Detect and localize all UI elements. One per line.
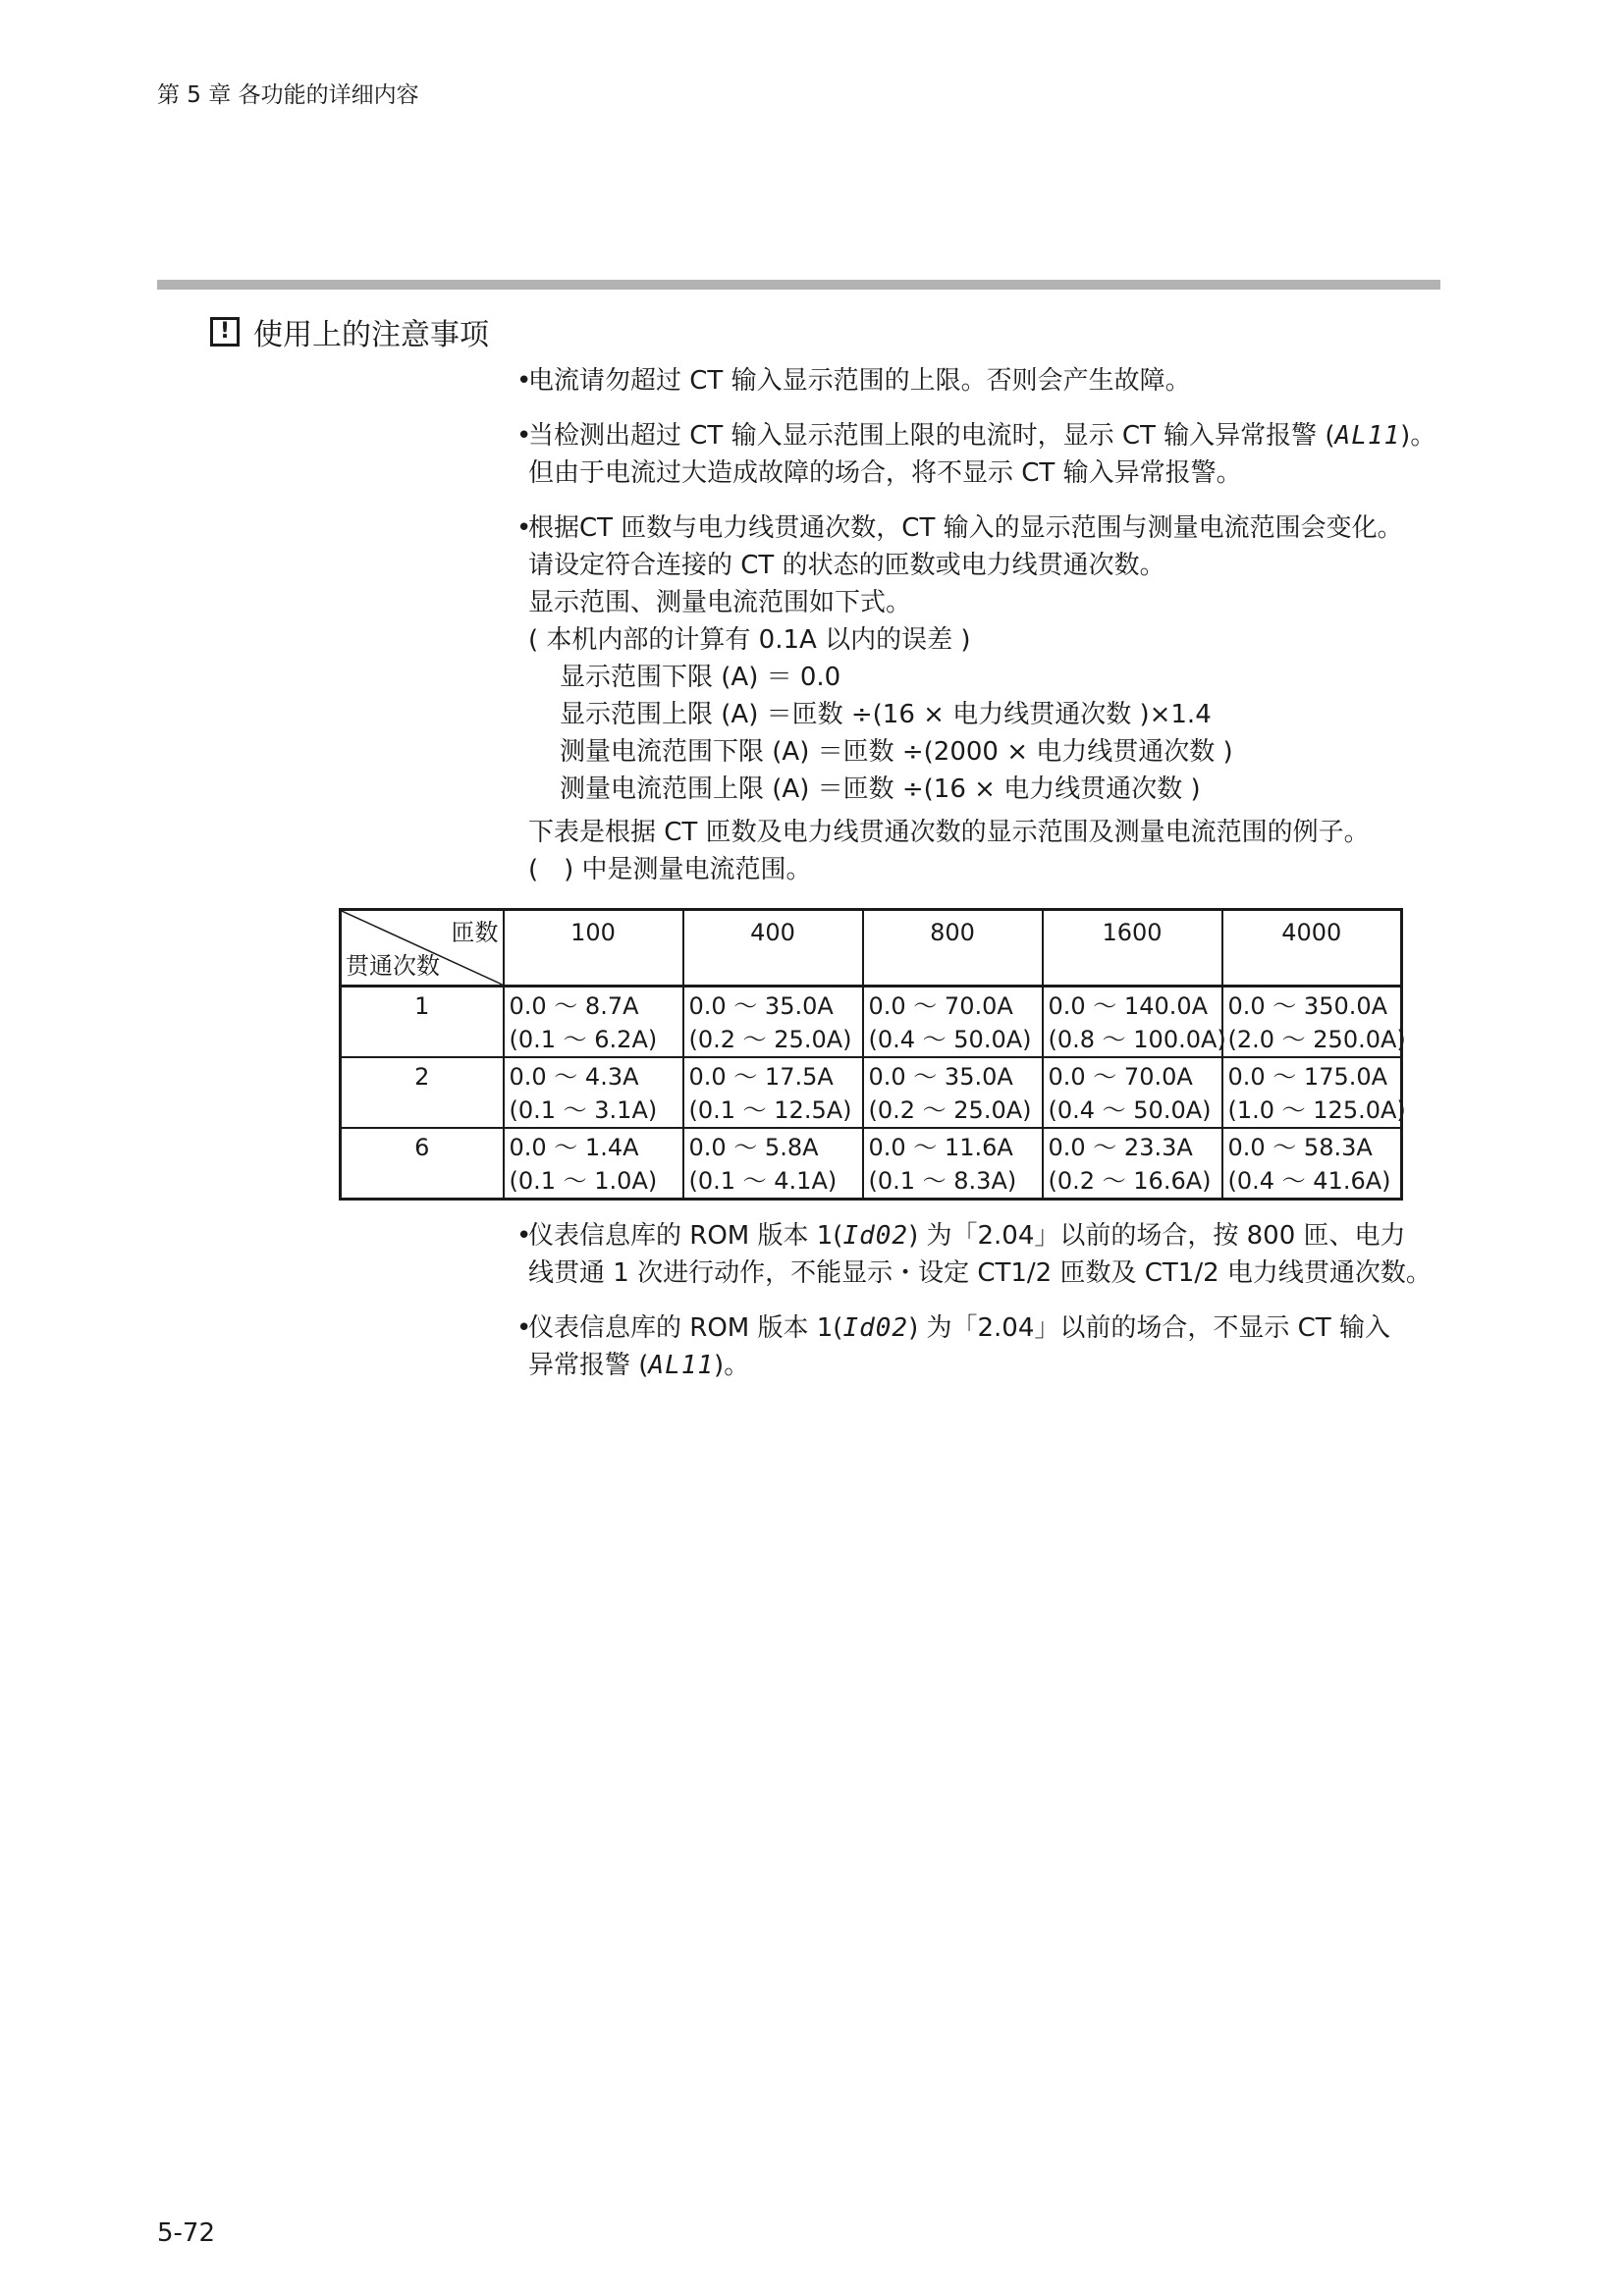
display-range: 0.0 ～ 23.3A bbox=[1048, 1134, 1193, 1161]
lcd-code-al11: AL11 bbox=[1334, 421, 1401, 451]
table-cell bbox=[683, 1057, 863, 1128]
note-item-3 bbox=[516, 509, 1449, 888]
table-cell bbox=[1043, 987, 1226, 1058]
column-header: 800 bbox=[863, 910, 1043, 987]
table-cell bbox=[504, 987, 683, 1058]
measure-range: (0.1 ～ 8.3A) bbox=[868, 1167, 1017, 1195]
note-text: 线贯通 1 次进行动作，不能显示・设定 CT1/2 匝数及 CT1/2 电力线贯通次数。 bbox=[528, 1258, 1432, 1288]
table-cell bbox=[683, 987, 863, 1058]
table-cell bbox=[863, 1128, 1043, 1200]
display-range: 0.0 ～ 70.0A bbox=[868, 992, 1013, 1020]
formula-measure-max: 测量电流范围上限 (A) ＝匝数 ÷(16 × 电力线贯通次数 ) bbox=[560, 774, 1201, 804]
caution-icon: ! bbox=[210, 317, 240, 347]
lcd-code-id02: Id02 bbox=[842, 1221, 909, 1251]
formula-measure-min: 测量电流范围下限 (A) ＝匝数 ÷(2000 × 电力线贯通次数 ) bbox=[560, 737, 1233, 767]
note-text: 根据CT 匝数与电力线贯通次数，CT 输入的显示范围与测量电流范围会变化。 bbox=[528, 513, 1403, 543]
display-range: 0.0 ～ 175.0A bbox=[1227, 1063, 1388, 1091]
table-cell bbox=[1222, 1128, 1402, 1200]
measure-range: (1.0 ～ 125.0A) bbox=[1227, 1096, 1406, 1124]
note-text: )。 bbox=[1400, 421, 1436, 451]
row-header: 1 bbox=[341, 987, 504, 1058]
display-range: 0.0 ～ 4.3A bbox=[509, 1063, 639, 1091]
ct-range-table bbox=[339, 908, 1406, 1201]
measure-range: (0.1 ～ 6.2A) bbox=[509, 1026, 658, 1053]
note-item-1 bbox=[516, 362, 1449, 400]
note-text: ( ) 中是测量电流范围。 bbox=[528, 855, 812, 884]
display-range: 0.0 ～ 58.3A bbox=[1227, 1134, 1373, 1161]
measure-range: (0.4 ～ 50.0A) bbox=[868, 1026, 1032, 1053]
lcd-code-al11: AL11 bbox=[648, 1351, 715, 1380]
measure-range: (0.2 ～ 25.0A) bbox=[868, 1096, 1032, 1124]
table-row bbox=[341, 987, 1402, 1058]
display-range: 0.0 ～ 350.0A bbox=[1227, 992, 1388, 1020]
bullet-dot: • bbox=[516, 1313, 532, 1343]
column-header: 100 bbox=[504, 910, 683, 987]
formula-display-min: 显示范围下限 (A) ＝ 0.0 bbox=[560, 663, 841, 692]
note-text: ) 为「2.04」以前的场合，不显示 CT 输入 bbox=[908, 1313, 1390, 1343]
measure-range: (0.4 ～ 41.6A) bbox=[1227, 1167, 1391, 1195]
measure-range: (0.1 ～ 3.1A) bbox=[509, 1096, 658, 1124]
table-cell bbox=[1222, 987, 1406, 1058]
bullet-dot: • bbox=[516, 513, 532, 543]
column-header: 1600 bbox=[1043, 910, 1222, 987]
note-text: 仪表信息库的 ROM 版本 1( bbox=[528, 1313, 843, 1343]
measure-range: (0.8 ～ 100.0A) bbox=[1048, 1026, 1226, 1053]
note-item-2 bbox=[516, 417, 1449, 492]
bullet-dot: • bbox=[516, 366, 532, 396]
column-header: 400 bbox=[683, 910, 863, 987]
display-range: 0.0 ～ 5.8A bbox=[688, 1134, 819, 1161]
chapter-header: 第 5 章 各功能的详细内容 bbox=[157, 82, 419, 108]
table-cell bbox=[504, 1128, 683, 1200]
bullet-dot: • bbox=[516, 421, 532, 451]
table-cell bbox=[1222, 1057, 1406, 1128]
note-text: ) 为「2.04」以前的场合，按 800 匝、电力 bbox=[908, 1221, 1406, 1251]
note-text: ( 本机内部的计算有 0.1A 以内的误差 ) bbox=[528, 625, 971, 655]
table-row bbox=[341, 1128, 1402, 1200]
measure-range: (0.4 ～ 50.0A) bbox=[1048, 1096, 1212, 1124]
table-cell bbox=[1043, 1128, 1222, 1200]
measure-range: (0.2 ～ 16.6A) bbox=[1048, 1167, 1212, 1195]
table-corner-cell bbox=[341, 910, 504, 987]
display-range: 0.0 ～ 70.0A bbox=[1048, 1063, 1193, 1091]
note-item-5 bbox=[516, 1309, 1449, 1384]
corner-label-passes: 贯通次数 bbox=[346, 952, 440, 980]
measure-range: (0.1 ～ 4.1A) bbox=[688, 1167, 838, 1195]
note-text: 显示范围、测量电流范围如下式。 bbox=[528, 588, 912, 617]
bullet-dot: • bbox=[516, 1221, 532, 1251]
lcd-code-id02: Id02 bbox=[842, 1313, 909, 1343]
note-item-4 bbox=[516, 1217, 1449, 1292]
row-header: 2 bbox=[341, 1057, 504, 1128]
table-cell bbox=[504, 1057, 683, 1128]
table-cell bbox=[683, 1128, 863, 1200]
note-text: )。 bbox=[714, 1351, 750, 1380]
table-cell bbox=[1043, 1057, 1222, 1128]
page-number: 5-72 bbox=[157, 2218, 216, 2248]
table-header-row bbox=[341, 910, 1402, 987]
display-range: 0.0 ～ 35.0A bbox=[868, 1063, 1013, 1091]
measure-range: (2.0 ～ 250.0A) bbox=[1227, 1026, 1406, 1053]
note-text: 但由于电流过大造成故障的场合，将不显示 CT 输入异常报警。 bbox=[528, 458, 1242, 488]
note-text: 电流请勿超过 CT 输入显示范围的上限。否则会产生故障。 bbox=[528, 366, 1191, 396]
display-range: 0.0 ～ 35.0A bbox=[688, 992, 834, 1020]
section-heading bbox=[210, 310, 489, 353]
section-title: 使用上的注意事项 bbox=[253, 318, 489, 352]
row-header: 6 bbox=[341, 1128, 504, 1200]
measure-range: (0.1 ～ 12.5A) bbox=[688, 1096, 852, 1124]
corner-label-turns: 匝数 bbox=[451, 919, 499, 946]
formula-display-max: 显示范围上限 (A) ＝匝数 ÷(16 × 电力线贯通次数 )×1.4 bbox=[560, 700, 1212, 729]
column-header: 4000 bbox=[1222, 910, 1402, 987]
display-range: 0.0 ～ 8.7A bbox=[509, 992, 639, 1020]
note-text: 仪表信息库的 ROM 版本 1( bbox=[528, 1221, 843, 1251]
note-text: 异常报警 ( bbox=[528, 1351, 649, 1380]
table-row bbox=[341, 1057, 1402, 1128]
table-cell bbox=[863, 987, 1043, 1058]
table-cell bbox=[863, 1057, 1043, 1128]
measure-range: (0.2 ～ 25.0A) bbox=[688, 1026, 852, 1053]
measure-range: (0.1 ～ 1.0A) bbox=[509, 1167, 658, 1195]
section-rule bbox=[157, 280, 1440, 290]
note-text: 当检测出超过 CT 输入显示范围上限的电流时，显示 CT 输入异常报警 ( bbox=[528, 421, 1335, 451]
display-range: 0.0 ～ 1.4A bbox=[509, 1134, 639, 1161]
note-text: 请设定符合连接的 CT 的状态的匝数或电力线贯通次数。 bbox=[528, 551, 1165, 580]
display-range: 0.0 ～ 11.6A bbox=[868, 1134, 1013, 1161]
note-text: 下表是根据 CT 匝数及电力线贯通次数的显示范围及测量电流范围的例子。 bbox=[528, 818, 1370, 847]
display-range: 0.0 ～ 140.0A bbox=[1048, 992, 1209, 1020]
display-range: 0.0 ～ 17.5A bbox=[688, 1063, 834, 1091]
